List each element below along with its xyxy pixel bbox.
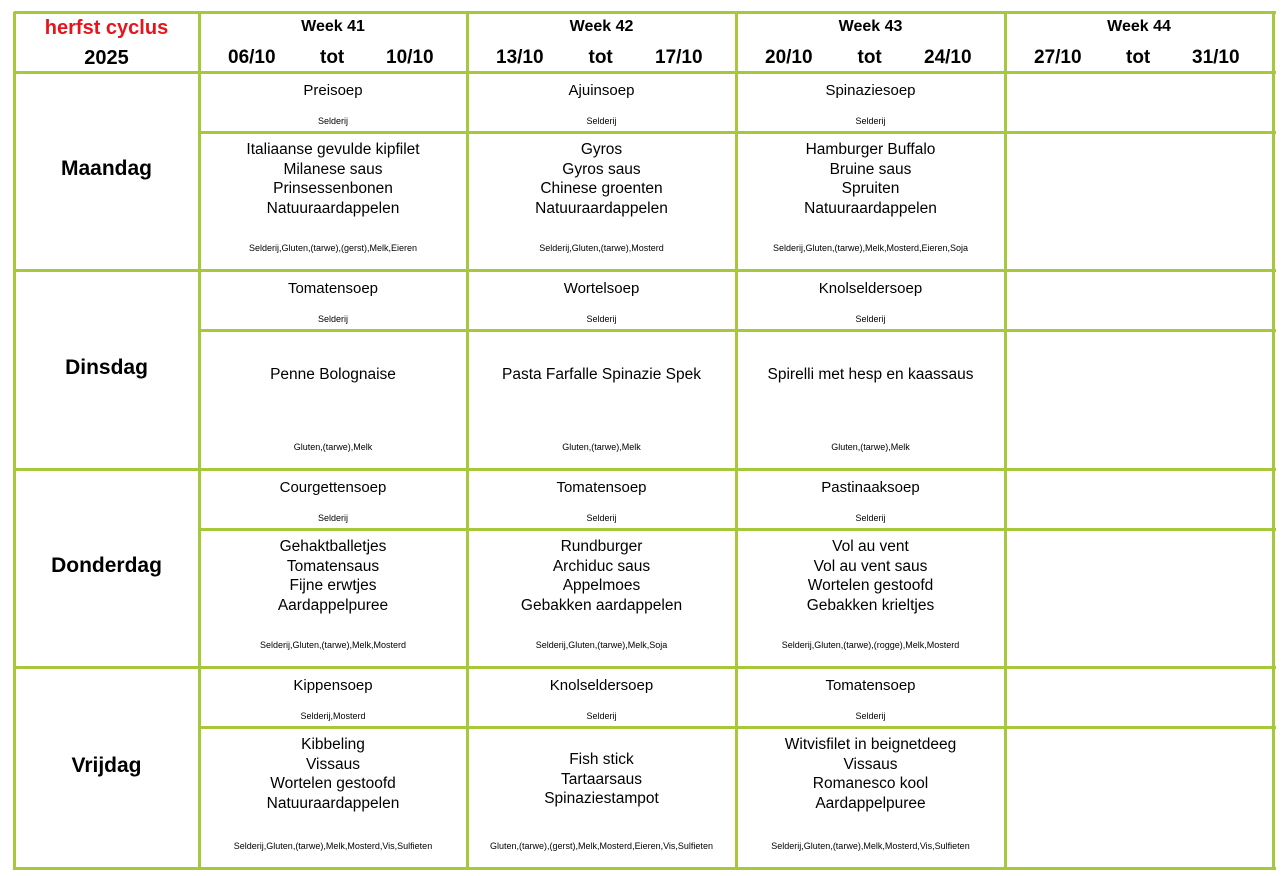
week-to-date: 24/10 bbox=[924, 47, 972, 68]
main-course-line: Vol au vent bbox=[832, 538, 909, 555]
main-course-line: Kibbeling bbox=[301, 736, 365, 753]
soup-allergens: Selderij bbox=[586, 116, 617, 126]
main-course-line: Rundburger bbox=[560, 538, 643, 555]
week-from-date: 20/10 bbox=[765, 47, 813, 68]
main-allergens: Selderij,Gluten,(tarwe),Melk,Mosterd bbox=[259, 640, 407, 650]
main-course-line: Gebakken aardappelen bbox=[520, 596, 683, 614]
week-title: Week 43 bbox=[838, 18, 903, 35]
grid-line bbox=[14, 269, 1276, 272]
grid-line bbox=[14, 867, 1276, 870]
soup-name: Tomatensoep bbox=[287, 280, 379, 297]
soup-name: Courgettensoep bbox=[279, 479, 387, 496]
main-course-line: Pasta Farfalle Spinazie Spek bbox=[501, 366, 702, 383]
main-course-line: Vissaus bbox=[306, 755, 360, 773]
main-course-line: Wortelen gestoofd bbox=[270, 775, 396, 792]
soup-name: Knolseldersoep bbox=[818, 280, 923, 297]
soup-name: Wortelsoep bbox=[563, 280, 640, 297]
main-course-line: Fish stick bbox=[569, 751, 634, 768]
main-course bbox=[736, 365, 1005, 385]
main-course-line: Wortelen gestoofd bbox=[807, 577, 934, 594]
year-label: 2025 bbox=[84, 47, 129, 69]
week-from-date: 13/10 bbox=[496, 47, 544, 68]
main-course-line: Hamburger Buffalo bbox=[805, 141, 936, 158]
main-course-line: Penne Bolognaise bbox=[270, 366, 396, 383]
main-course-line: Romanesco kool bbox=[812, 775, 929, 792]
main-course-line: Spirelli met hesp en kaassaus bbox=[767, 366, 974, 383]
main-course-line: Natuuraardappelen bbox=[266, 794, 400, 812]
main-allergens: Selderij,Gluten,(tarwe),Melk,Mosterd,Vis,Sulfieten bbox=[233, 841, 433, 851]
soup-name: Knolseldersoep bbox=[549, 677, 654, 694]
main-course-line: Fijne erwtjes bbox=[289, 577, 377, 594]
week-range-separator: tot bbox=[1126, 47, 1151, 68]
main-course-line: Archiduc saus bbox=[552, 557, 651, 575]
main-course bbox=[736, 735, 1005, 813]
main-allergens: Selderij,Gluten,(tarwe),(gerst),Melk,Eieren bbox=[248, 243, 418, 253]
main-course-line: Gehaktballetjes bbox=[279, 538, 387, 555]
main-course-line: Italiaanse gevulde kipfilet bbox=[246, 141, 420, 158]
main-course bbox=[467, 750, 736, 809]
main-course-line: Witvisfilet in beignetdeeg bbox=[784, 736, 957, 753]
grid-line bbox=[735, 12, 738, 870]
grid-line bbox=[198, 12, 201, 870]
soup-allergens: Selderij bbox=[317, 116, 348, 126]
grid-line bbox=[13, 12, 16, 870]
main-allergens: Selderij,Gluten,(tarwe),Melk,Mosterd,Eieren,Soja bbox=[772, 243, 969, 253]
main-course bbox=[199, 140, 467, 218]
main-course-line: Aardappelpuree bbox=[815, 794, 926, 812]
main-course-line: Natuuraardappelen bbox=[804, 199, 937, 217]
main-allergens: Gluten,(tarwe),Melk bbox=[831, 442, 910, 452]
week-to-date: 10/10 bbox=[386, 47, 434, 68]
main-course-line: Bruine saus bbox=[829, 160, 912, 178]
week-title: Week 42 bbox=[569, 18, 634, 35]
main-course-line: Vol au vent saus bbox=[813, 557, 928, 575]
week-to-date: 17/10 bbox=[655, 47, 703, 68]
soup-allergens: Selderij bbox=[317, 513, 348, 523]
grid-line bbox=[14, 468, 1276, 471]
day-label: Donderdag bbox=[51, 554, 162, 577]
grid-line bbox=[14, 666, 1276, 669]
main-course bbox=[736, 140, 1005, 218]
main-course-line: Milanese saus bbox=[283, 160, 383, 178]
grid-line bbox=[14, 11, 1276, 14]
week-from-date: 06/10 bbox=[228, 47, 276, 68]
soup-allergens: Selderij bbox=[317, 314, 348, 324]
soup-name: Ajuinsoep bbox=[568, 82, 635, 99]
main-course-line: Gyros bbox=[580, 141, 623, 158]
soup-allergens: Selderij bbox=[586, 513, 617, 523]
week-title: Week 44 bbox=[1107, 18, 1171, 35]
main-course bbox=[199, 365, 467, 385]
main-course-line: Appelmoes bbox=[562, 577, 641, 594]
day-label: Vrijdag bbox=[71, 753, 142, 777]
week-range-separator: tot bbox=[857, 47, 882, 68]
main-course-line: Gyros saus bbox=[562, 160, 641, 178]
soup-allergens: Selderij bbox=[586, 314, 617, 324]
main-allergens: Selderij,Gluten,(tarwe),Melk,Mosterd,Vis,Sulfieten bbox=[771, 841, 970, 851]
main-course bbox=[199, 735, 467, 813]
main-course bbox=[467, 140, 736, 218]
week-range-separator: tot bbox=[320, 47, 345, 68]
main-course bbox=[467, 365, 736, 385]
soup-allergens: Selderij bbox=[855, 116, 886, 126]
main-allergens: Selderij,Gluten,(tarwe),Mosterd bbox=[539, 243, 664, 253]
main-course-line: Tomatensaus bbox=[286, 557, 380, 575]
soup-name: Tomatensoep bbox=[556, 479, 647, 496]
main-course-line: Prinsessenbonen bbox=[273, 180, 393, 197]
menu-table bbox=[14, 12, 1273, 868]
soup-name: Tomatensoep bbox=[825, 677, 916, 694]
week-to-date: 31/10 bbox=[1192, 47, 1240, 68]
main-course-line: Gebakken krieltjes bbox=[806, 596, 935, 614]
main-course bbox=[736, 537, 1005, 615]
main-course bbox=[467, 537, 736, 615]
main-allergens: Gluten,(tarwe),Melk bbox=[293, 442, 373, 452]
main-course-line: Spruiten bbox=[841, 180, 900, 197]
main-allergens: Selderij,Gluten,(tarwe),Melk,Soja bbox=[535, 640, 668, 650]
soup-allergens: Selderij bbox=[586, 711, 617, 721]
main-course-line: Aardappelpuree bbox=[277, 596, 389, 614]
cycle-label: herfst cyclus bbox=[44, 17, 169, 39]
week-from-date: 27/10 bbox=[1034, 47, 1082, 68]
main-course-line: Spinaziestampot bbox=[544, 790, 659, 807]
grid-line bbox=[466, 12, 469, 870]
main-course-line: Natuuraardappelen bbox=[266, 199, 400, 217]
main-course bbox=[199, 537, 467, 615]
main-course-line: Natuuraardappelen bbox=[535, 199, 668, 217]
grid-line bbox=[1004, 12, 1007, 870]
week-range-separator: tot bbox=[588, 47, 613, 68]
main-course-line: Vissaus bbox=[843, 755, 898, 773]
soup-name: Preisoep bbox=[303, 82, 363, 99]
soup-name: Pastinaaksoep bbox=[821, 479, 920, 496]
week-title: Week 41 bbox=[301, 18, 365, 35]
day-label: Dinsdag bbox=[65, 355, 148, 379]
soup-name: Kippensoep bbox=[293, 677, 373, 694]
main-allergens: Gluten,(tarwe),Melk bbox=[562, 442, 641, 452]
grid-line bbox=[1272, 12, 1275, 870]
main-allergens: Selderij,Gluten,(tarwe),(rogge),Melk,Mosterd bbox=[781, 640, 960, 650]
soup-allergens: Selderij bbox=[855, 711, 886, 721]
soup-allergens: Selderij,Mosterd bbox=[300, 711, 366, 721]
main-course-line: Chinese groenten bbox=[540, 180, 663, 197]
soup-allergens: Selderij bbox=[855, 314, 886, 324]
main-allergens: Gluten,(tarwe),(gerst),Melk,Mosterd,Eieren,Vis,Sulfieten bbox=[490, 841, 713, 851]
soup-allergens: Selderij bbox=[855, 513, 886, 523]
main-course-line: Tartaarsaus bbox=[561, 770, 642, 788]
soup-name: Spinaziesoep bbox=[825, 82, 916, 99]
grid-line bbox=[14, 71, 1276, 74]
day-label: Maandag bbox=[60, 157, 152, 180]
